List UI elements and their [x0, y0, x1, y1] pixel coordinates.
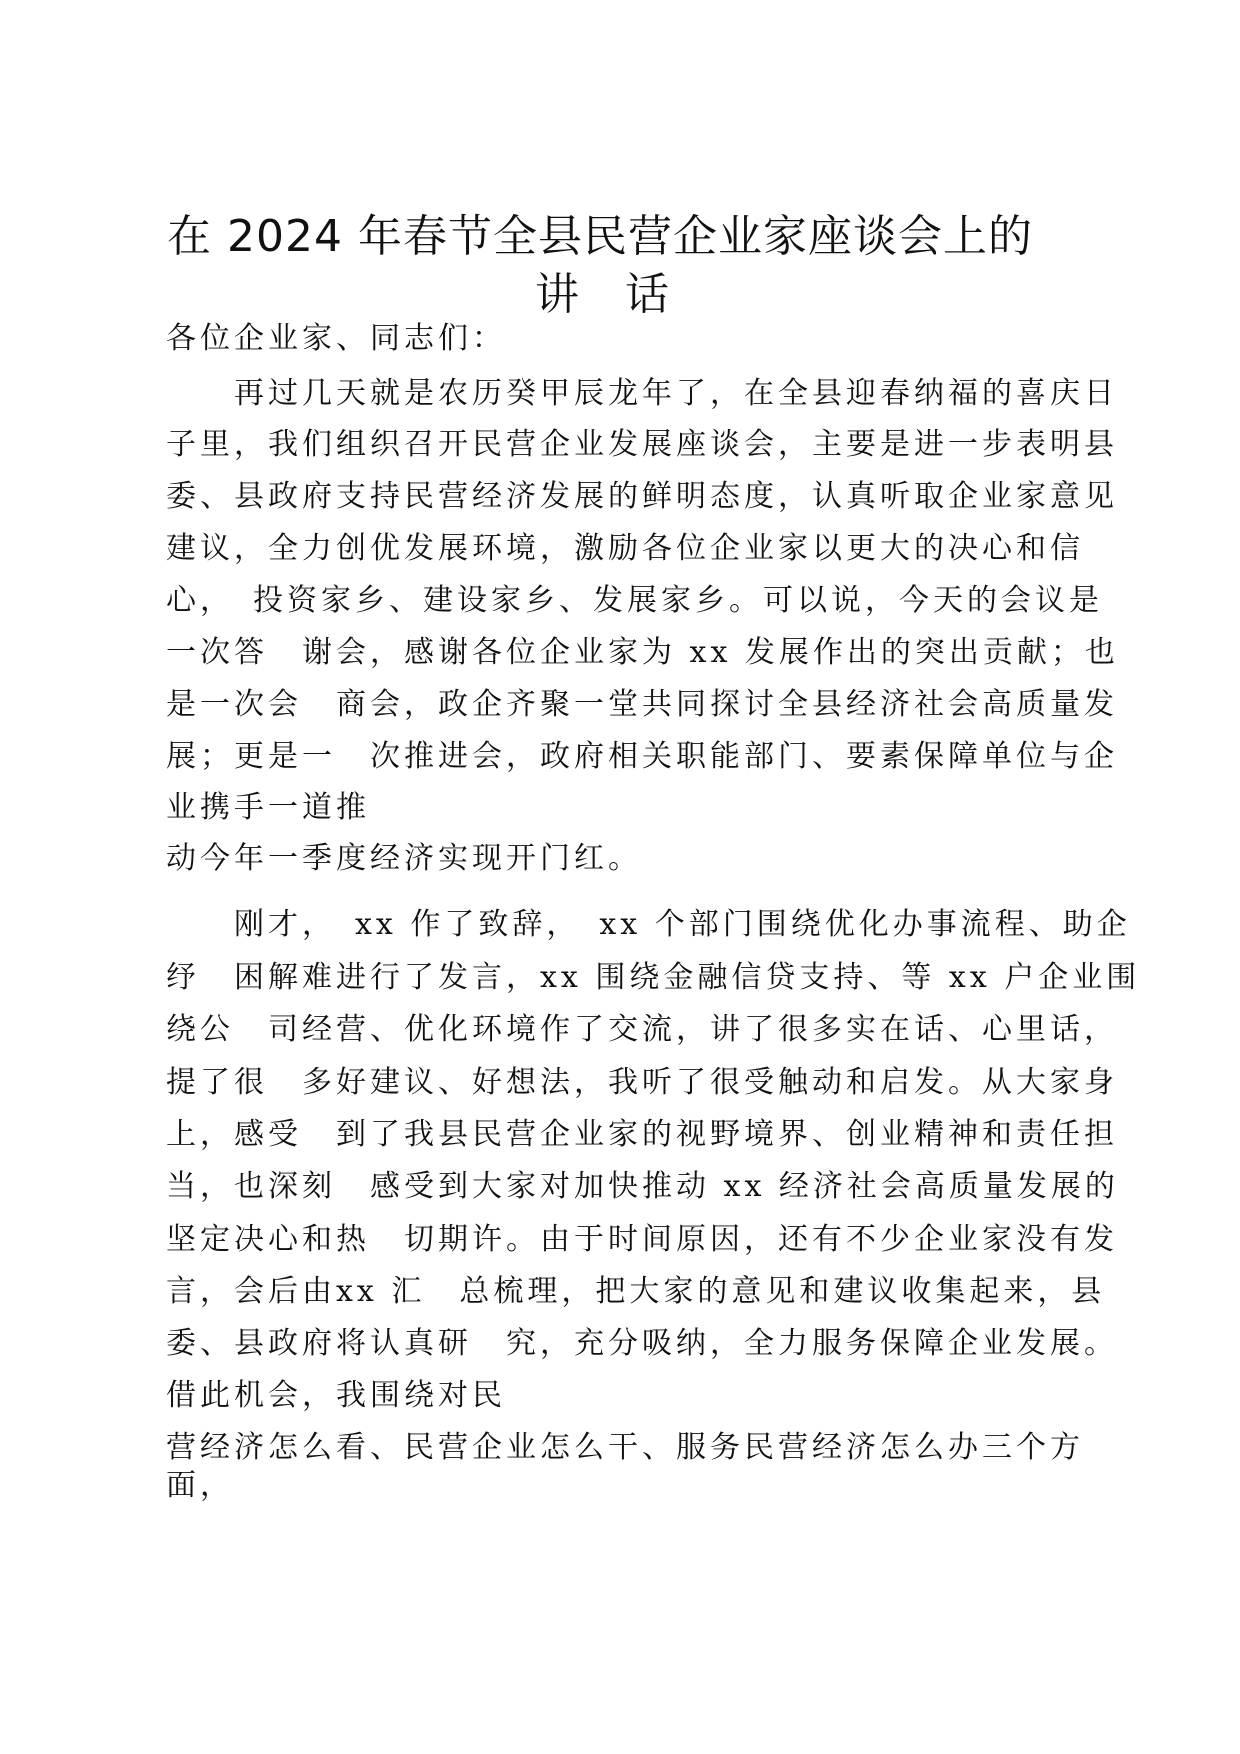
paragraph-1-line: 是一次会 商会，政企齐聚一堂共同探讨全县经济社会高质量发	[166, 687, 1118, 722]
paragraph-2-line: 当，也深刻 感受到大家对加快推动 xx 经济社会高质量发展的	[166, 1169, 1119, 1204]
paragraph-2-line: 提了很 多好建议、好想法，我听了很受触动和启发。从大家身	[166, 1065, 1118, 1100]
paragraph-2-line: 纾 困解难进行了发言，xx 围绕金融信贷支持、等 xx 户企业围	[166, 960, 1141, 995]
paragraph-2-line: 上，感受 到了我县民营企业家的视野境界、创业精神和责任担	[166, 1117, 1118, 1152]
paragraph-2-line: 刚才， xx 作了致辞， xx 个部门围绕优化办事流程、助企	[166, 907, 1131, 942]
paragraph-2-line: 坚定决心和热 切期许。由于时间原因，还有不少企业家没有发	[166, 1222, 1118, 1257]
paragraph-2-line: 绕公 司经营、优化环境作了交流，讲了很多实在话、心里话，	[166, 1012, 1118, 1047]
paragraph-2-line: 言，会后由xx 汇 总梳理，把大家的意见和建议收集起来，县	[166, 1274, 1106, 1309]
paragraph-1-line: 心， 投资家乡、建设家乡、发展家乡。可以说，今天的会议是	[166, 583, 1103, 618]
paragraph-1-line: 业携手一道推	[166, 790, 370, 825]
paragraph-1-line: 委、县政府支持民营经济发展的鲜明态度，认真听取企业家意见	[166, 479, 1118, 514]
paragraph-2-line: 委、县政府将认真研 究，充分吸纳，全力服务保障企业发展。	[166, 1326, 1118, 1361]
paragraph-1-line: 建议，全力创优发展环境，激励各位企业家以更大的决心和信	[166, 531, 1084, 566]
document-title-line-2: 讲 话	[535, 269, 685, 320]
paragraph-1-line: 一次答 谢会，感谢各位企业家为 xx 发展作出的突出贡献；也	[166, 635, 1119, 670]
paragraph-1-line: 展；更是一 次推进会，政府相关职能部门、要素保障单位与企	[166, 739, 1118, 774]
document-title-line-1: 在 2024 年春节全县民营企业家座谈会上的	[167, 211, 1033, 262]
paragraph-1-line: 动今年一季度经济实现开门红。	[166, 841, 642, 876]
paragraph-1-line: 再过几天就是农历癸甲辰龙年了，在全县迎春纳福的喜庆日	[166, 376, 1118, 411]
paragraph-1-line: 子里，我们组织召开民营企业发展座谈会，主要是进一步表明县	[166, 427, 1118, 462]
paragraph-2-line: 借此机会，我围绕对民	[166, 1378, 506, 1413]
salutation: 各位企业家、同志们：	[166, 321, 506, 356]
paragraph-2-line: 营经济怎么看、民营企业怎么干、服务民营经济怎么办三个方	[166, 1430, 1084, 1465]
paragraph-2-line: 面，	[166, 1468, 234, 1503]
